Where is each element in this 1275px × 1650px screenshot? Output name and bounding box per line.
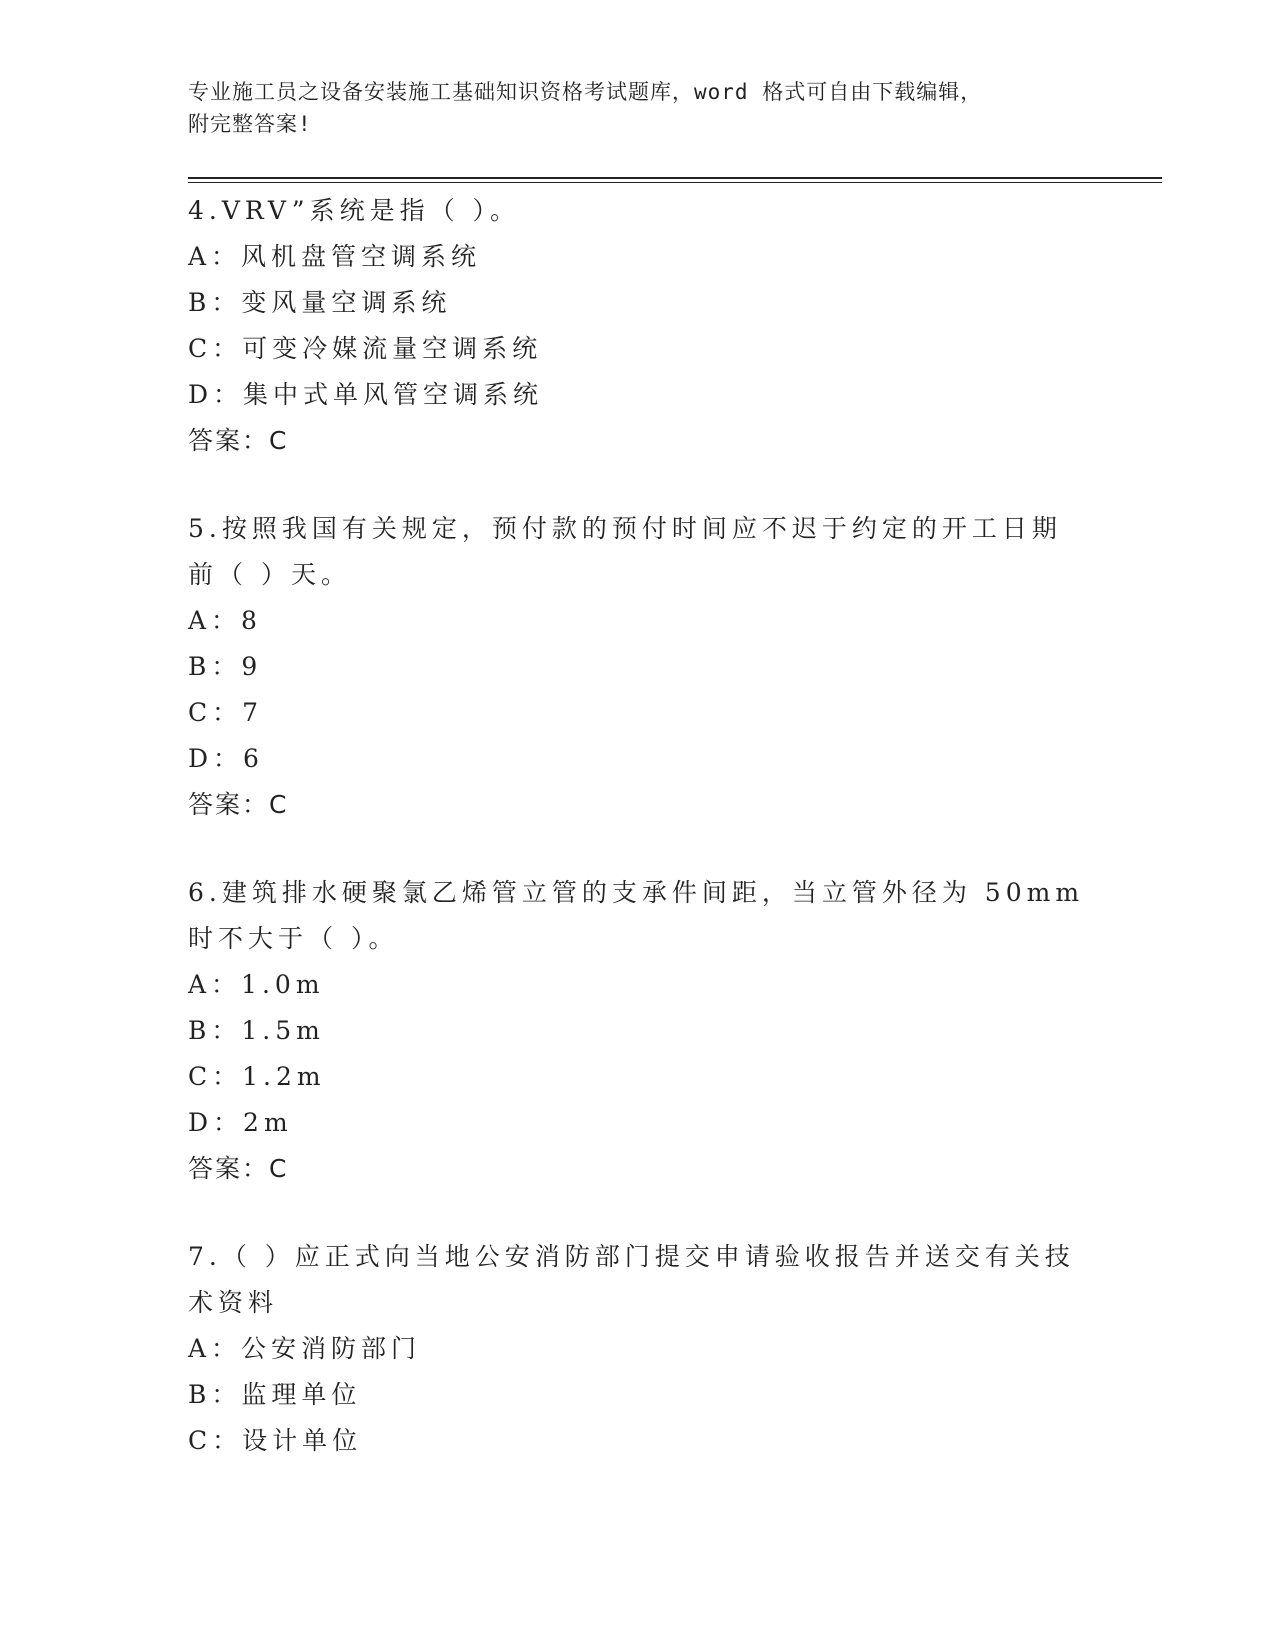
question-4 <box>188 188 1088 464</box>
option-d: D：2m <box>188 1108 293 1137</box>
question-6 <box>188 870 1088 1192</box>
option-b: B：监理单位 <box>188 1380 362 1409</box>
header-line-2: 附完整答案! <box>188 112 312 136</box>
header-divider-thick <box>188 177 1162 179</box>
answer-label: 答案：C <box>188 426 289 455</box>
option-a: A：1.0m <box>188 970 325 999</box>
question-7 <box>188 1234 1088 1464</box>
option-a: A：8 <box>188 606 262 635</box>
option-a: A：风机盘管空调系统 <box>188 242 482 271</box>
question-list <box>188 188 1088 1506</box>
answer-label: 答案：C <box>188 790 289 819</box>
option-d: D：集中式单风管空调系统 <box>188 380 544 409</box>
option-b: B：1.5m <box>188 1016 325 1045</box>
answer-label: 答案：C <box>188 1154 289 1183</box>
header-line-1: 专业施工员之设备安装施工基础知识资格考试题库，word 格式可自由下载编辑， <box>188 80 983 104</box>
question-stem: 5.按照我国有关规定，预付款的预付时间应不迟于约定的开工日期前（ ）天。 <box>188 514 1062 589</box>
option-c: C：设计单位 <box>188 1426 363 1455</box>
option-c: C：7 <box>188 698 264 727</box>
option-d: D：6 <box>188 744 264 773</box>
option-b: B：9 <box>188 652 263 681</box>
question-5 <box>188 506 1088 828</box>
document-header <box>188 76 1068 140</box>
header-divider-thin <box>188 182 1162 183</box>
question-stem: 6.建筑排水硬聚氯乙烯管立管的支承件间距，当立管外径为 50mm 时不大于（ ）。 <box>188 878 1085 953</box>
option-c: C：可变冷媒流量空调系统 <box>188 334 543 363</box>
option-b: B：变风量空调系统 <box>188 288 452 317</box>
question-stem: 4.VRV”系统是指（ ）。 <box>188 196 521 225</box>
question-stem: 7.（ ）应正式向当地公安消防部门提交申请验收报告并送交有关技术资料 <box>188 1242 1075 1317</box>
option-c: C：1.2m <box>188 1062 326 1091</box>
option-a: A：公安消防部门 <box>188 1334 422 1363</box>
